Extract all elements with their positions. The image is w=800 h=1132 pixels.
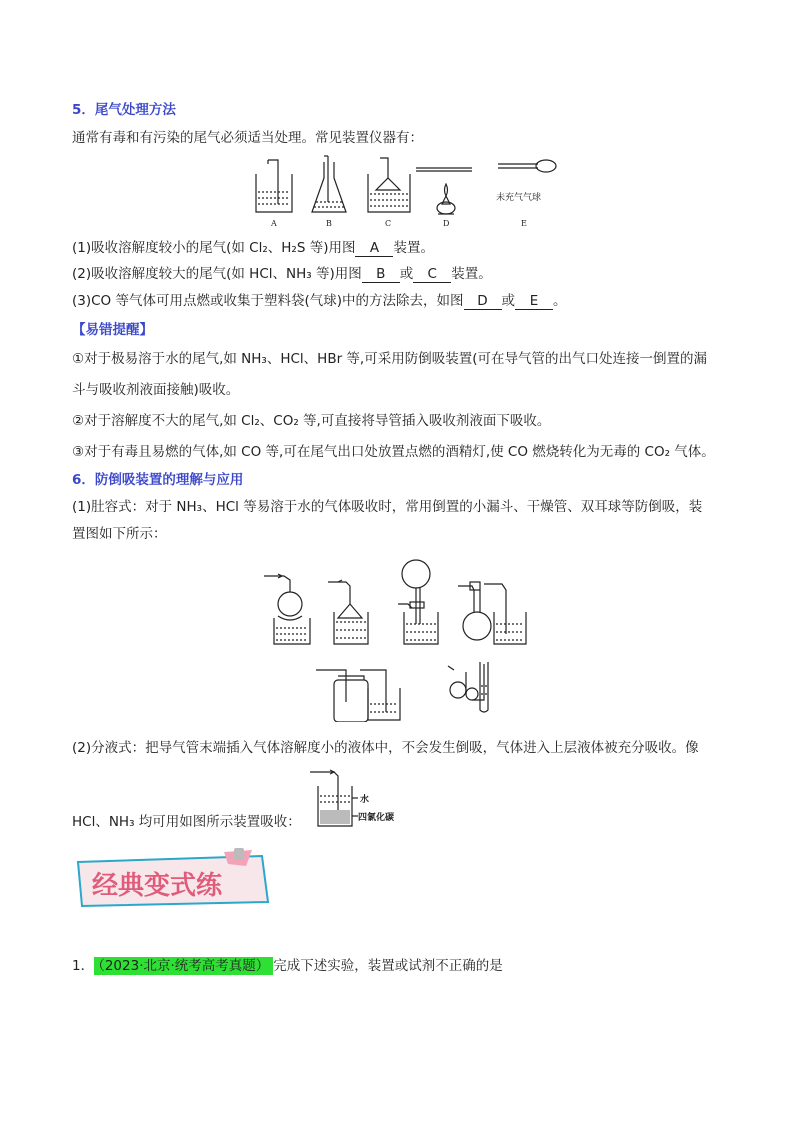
q3-answer-b: E [515, 293, 553, 310]
water-label: 水 [360, 795, 370, 805]
tail-gas-apparatus-figure [250, 152, 570, 232]
section-5-heading: 5．尾气处理方法 [72, 102, 176, 118]
fig-label-c: C [385, 219, 392, 228]
tip-1b: 斗与吸收剂液面接触)吸收。 [72, 382, 240, 398]
q2-post: 装置。 [451, 266, 492, 282]
q2-mid: 或 [399, 266, 414, 282]
q1-answer: A [355, 240, 393, 257]
q3-post: 。 [553, 293, 567, 309]
section-5-intro: 通常有毒和有污染的尾气必须适当处理。常见装置仪器有： [72, 130, 423, 146]
q2-answer-a: B [362, 266, 400, 283]
tip-1a: ①对于极易溶于水的尾气,如 NH₃、HCl、HBr 等,可采用防倒吸装置(可在导气管的出气口处连接一倒置的漏 [72, 351, 707, 367]
tips-heading: 【易错提醒】 [72, 322, 153, 338]
fig-label-e: E [521, 219, 527, 228]
q2-text: (2)吸收溶解度较大的尾气(如 HCl、NH₃ 等)用图 [72, 266, 362, 282]
separation-absorption-figure [300, 766, 420, 832]
section-6-p1a: (1)肚容式：对于 NH₃、HCl 等易溶于水的气体吸收时，常用倒置的小漏斗、干燥管、双耳球等防倒吸，装 [72, 499, 703, 515]
question-1-text: 完成下述实验，装置或试剂不正确的是 [273, 958, 503, 974]
fig-label-d: D [443, 219, 450, 228]
fig-label-b: B [326, 219, 332, 228]
q2-answer-b: C [413, 266, 451, 283]
q3-text: (3)CO 等气体可用点燃或收集于塑料袋(气球)中的方法除去，如图 [72, 293, 464, 309]
q1-line [72, 238, 434, 258]
question-1 [72, 956, 503, 976]
q2-line [72, 264, 492, 284]
question-1-source-tag: （2023·北京·统考高考真题） [94, 957, 273, 975]
balloon-label: 未充气气球 [496, 193, 542, 203]
anti-suckback-figure [258, 552, 548, 722]
question-1-number: 1． [72, 958, 95, 974]
ccl4-label: 四氯化碳 [358, 813, 395, 823]
fig-label-a: A [271, 219, 277, 228]
q1-text: (1)吸收溶解度较小的尾气(如 Cl₂、H₂S 等)用图 [72, 240, 356, 256]
q3-line [72, 291, 567, 311]
section-6-p2a: (2)分液式：把导气管末端插入气体溶解度小的液体中，不会发生倒吸，气体进入上层液体被充分吸收。像 [72, 740, 699, 756]
q1-post: 装置。 [393, 240, 434, 256]
banner-text: 经典变式练 [92, 871, 223, 901]
section-6-p2b: HCl、NH₃ 均可用如图所示装置吸收： [72, 814, 301, 830]
section-6-heading: 6．防倒吸装置的理解与应用 [72, 472, 244, 488]
q3-answer-a: D [464, 293, 502, 310]
tip-3: ③对于有毒且易燃的气体,如 CO 等,可在尾气出口处放置点燃的酒精灯,使 CO 燃烧转化为无毒的 CO₂ 气体。 [72, 444, 715, 460]
section-6-p1b: 置图如下所示： [72, 526, 167, 542]
q3-mid: 或 [501, 293, 515, 309]
tip-2: ②对于溶解度不大的尾气,如 Cl₂、CO₂ 等,可直接将导管插入吸收剂液面下吸收。 [72, 413, 551, 429]
practice-banner [74, 848, 274, 912]
